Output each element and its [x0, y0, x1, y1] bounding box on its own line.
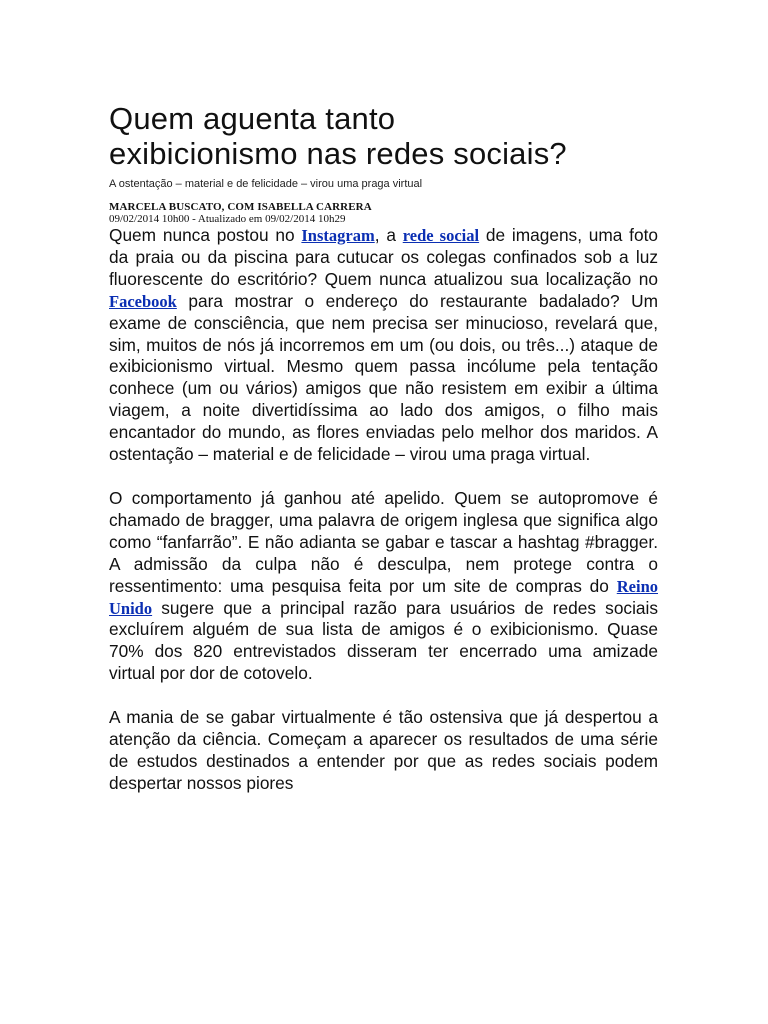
instagram-link[interactable]: Instagram — [301, 226, 375, 245]
article-body — [109, 225, 658, 795]
p1-text-3: de imagens, uma foto da praia ou da piscina para cutucar os colegas confinados sob a luz fluorescente do escritório? Quem nunca atualizou sua localização no — [109, 225, 659, 289]
p2-text-2: sugere que a principal razão para usuários de redes sociais excluírem alguém de sua lista de amigos é o exibicionismo. Quase 70% dos 820 entrevistados disseram ter encerrado uma amizade virtual por dor de cotovelo. — [109, 597, 658, 684]
p2-text-1: O comportamento já ganhou até apelido. Quem se autopromove é chamado de bragger, uma palavra de origem inglesa que significa algo como “fanfarrão”. E não adianta se gabar e tascar a hashtag #bragger. A admissão da culpa não é desculpa, nem protege contra o ressentimento: uma pesquisa feita por um site de compras do — [109, 487, 658, 596]
article-dateline: 09/02/2014 10h00 - Atualizado em 09/02/2014 10h29 — [109, 213, 346, 225]
paragraph-3 — [109, 707, 658, 795]
reino-unido-link[interactable]: Reino Unido — [109, 576, 658, 618]
title-line-1: Quem aguenta tanto — [109, 101, 396, 136]
p1-text-2: , a — [374, 225, 403, 245]
p1-text-4: para mostrar o endereço do restaurante badalado? Um exame de consciência, que nem precisa ser minucioso, revelará que, sim, muitos de nós já incorremos em um (ou dois, ou três...) ataque de exibicionismo virtual. Mesmo quem passa incólume pela tentação conhece (um ou vários) amigos que não resistem em exibir a última viagem, a noite divertidíssima ao lado dos amigos, o filho mais encantador do mundo, as flores enviadas pelo melhor dos maridos. A ostentação – material e de felicidade – virou uma praga virtual. — [109, 290, 658, 465]
paragraph-2 — [109, 488, 658, 685]
article — [109, 101, 658, 817]
rede-social-link[interactable]: rede social — [402, 226, 480, 245]
p1-text-1: Quem nunca postou no — [109, 225, 302, 245]
article-title — [109, 101, 658, 171]
title-line-2: exibicionismo nas redes sociais? — [109, 136, 567, 171]
facebook-link[interactable]: Facebook — [109, 291, 177, 311]
article-subtitle: A ostentação – material e de felicidade – virou uma praga virtual — [109, 178, 423, 190]
article-byline: MARCELA BUSCATO, COM ISABELLA CARRERA — [109, 201, 372, 213]
paragraph-1 — [109, 225, 658, 466]
p3-text-1: A mania de se gabar virtualmente é tão ostensiva que já despertou a atenção da ciência. Começam a aparecer os resultados de uma série de estudos destinados a entender por que as redes sociais podem despertar nossos piores — [109, 707, 658, 793]
